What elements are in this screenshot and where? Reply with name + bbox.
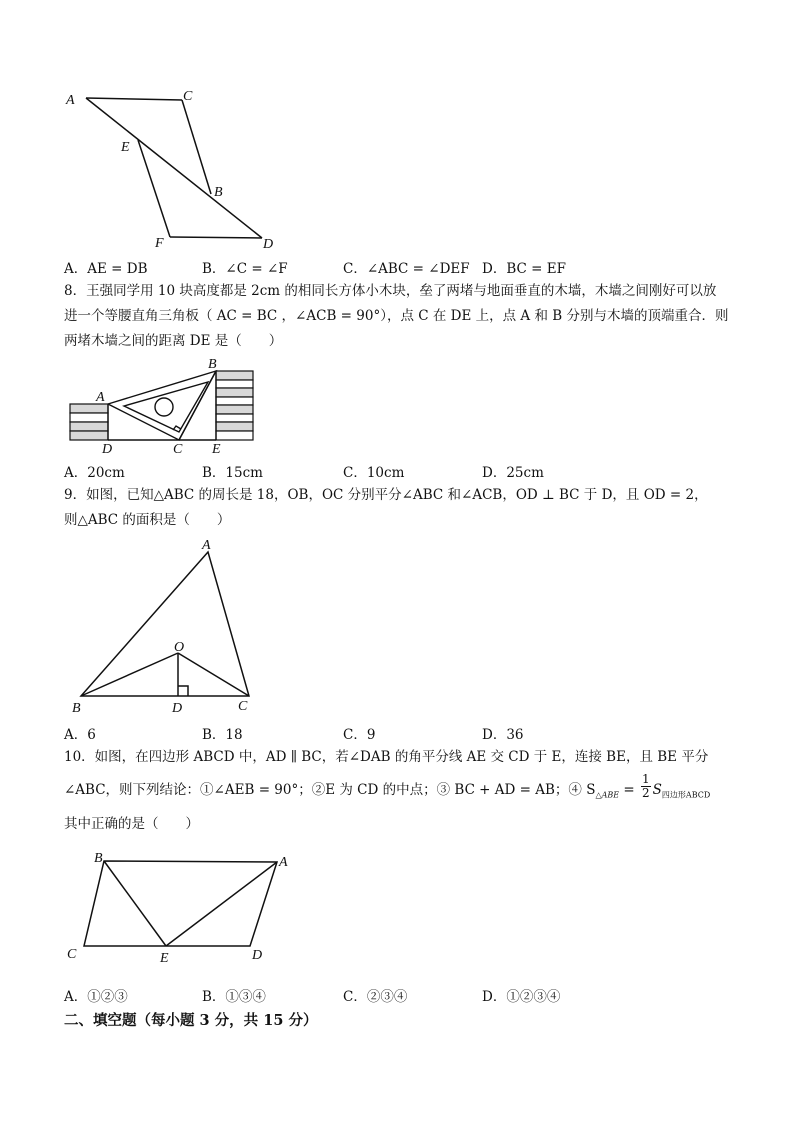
label-d: D	[172, 701, 183, 716]
right-wall-block	[216, 414, 253, 422]
q7-option-d: D．BC = EF	[482, 261, 566, 277]
q8-option-c: C．10cm	[343, 465, 405, 481]
label-c: C	[173, 442, 183, 457]
segment-fd	[170, 237, 262, 238]
label-e: E	[212, 442, 221, 457]
q10-s: S	[652, 782, 662, 798]
label-e: E	[160, 951, 169, 966]
right-angle-mark	[178, 686, 188, 696]
q7-option-c: C．∠ABC = ∠DEF	[343, 261, 470, 277]
q9-option-c: C．9	[343, 727, 376, 743]
q7-option-a: A．AE = DB	[64, 261, 148, 277]
segment-cb	[182, 100, 211, 194]
figure-q9	[0, 535, 794, 725]
q8-text-line2: 进一个等腰直角三角板（ AC = BC ，∠ACB = 90°），点 C 在 DE 上，点 A 和 B 分别与木墙的顶端重合．则	[64, 308, 729, 324]
segment-ad	[86, 98, 262, 238]
right-wall-block	[216, 380, 253, 388]
right-wall-block	[216, 371, 253, 380]
q9-option-a: A．6	[64, 727, 96, 743]
left-wall-block	[70, 413, 108, 422]
q10-option-c: C．②③④	[343, 989, 408, 1005]
q10-option-b: B．①③④	[202, 989, 266, 1005]
label-f: F	[155, 236, 164, 251]
bd-line	[179, 371, 216, 440]
label-d: D	[252, 948, 263, 963]
q8-text-line3: 两堵木墙之间的距离 DE 是（ ）	[64, 333, 283, 349]
triangle-hole	[155, 398, 173, 416]
label-a: A	[202, 538, 211, 553]
q9-text-line2: 则△ABC 的面积是（ ）	[64, 512, 231, 528]
q10-option-a: A．①②③	[64, 989, 128, 1005]
figure-q8	[0, 357, 794, 460]
figure-q10	[0, 845, 794, 985]
q10-sub-abcd: 四边形ABCD	[661, 790, 711, 800]
q9-option-b: B．18	[202, 727, 243, 743]
q10-text-line3: 其中正确的是（ ）	[64, 816, 199, 832]
segment-be	[104, 861, 166, 946]
label-b: B	[72, 701, 81, 716]
label-c: C	[238, 699, 248, 714]
label-e: E	[121, 140, 130, 155]
left-wall-block	[70, 422, 108, 431]
label-c: C	[67, 947, 77, 962]
segment-ae	[166, 862, 277, 946]
q10-frac-num: 1	[642, 772, 650, 786]
q8-option-a: A．20cm	[64, 465, 125, 481]
label-d: D	[263, 237, 274, 252]
label-a: A	[66, 93, 75, 108]
segment-ac	[86, 98, 182, 100]
right-wall-block	[216, 431, 253, 440]
q8-text-line1: 8．王强同学用 10 块高度都是 2cm 的相同长方体小木块，垒了两堵与地面垂直的木墙，木墙之间刚好可以放	[64, 283, 717, 299]
q10-sub-abe: △ABE	[595, 790, 620, 800]
right-wall-block	[216, 405, 253, 414]
right-wall-block	[216, 422, 253, 431]
q10-fraction	[641, 773, 651, 800]
figure-q7	[0, 0, 794, 260]
segment-ef	[138, 140, 170, 237]
label-b: B	[208, 357, 217, 372]
label-c: C	[183, 89, 193, 104]
q10-text-line1: 10．如图，在四边形 ABCD 中，AD ∥ BC，若∠DAB 的角平分线 AE 交 CD 于 E，连接 BE，且 BE 平分	[64, 749, 709, 765]
q10-frac-den: 2	[642, 786, 650, 800]
q10-line2-main: ∠ABC，则下列结论：①∠AEB = 90°；②E 为 CD 的中点；③ BC + AD = AB；④ S	[64, 782, 596, 798]
label-a: A	[279, 855, 288, 870]
q10-text-line2	[64, 772, 711, 814]
triangle-abc	[81, 552, 249, 696]
left-wall-block	[70, 431, 108, 440]
triangle-inner	[124, 382, 208, 432]
right-wall-block	[216, 397, 253, 405]
label-o: O	[174, 640, 185, 655]
right-wall-block	[216, 388, 253, 397]
segment-ob	[81, 653, 178, 696]
label-b: B	[94, 851, 103, 866]
q10-equals: =	[619, 782, 640, 798]
label-d: D	[102, 442, 113, 457]
section-title-fill-in: 二、填空题（每小题 3 分，共 15 分）	[64, 1012, 318, 1029]
q8-option-b: B．15cm	[202, 465, 263, 481]
q7-option-b: B．∠C = ∠F	[202, 261, 288, 277]
q9-option-d: D．36	[482, 727, 524, 743]
q10-option-d: D．①②③④	[482, 989, 561, 1005]
label-a: A	[96, 390, 105, 405]
q8-option-d: D．25cm	[482, 465, 544, 481]
q9-text-line1: 9．如图，已知△ABC 的周长是 18，OB，OC 分别平分∠ABC 和∠ACB，OD ⊥ BC 于 D，且 OD = 2，	[64, 487, 708, 503]
label-b: B	[214, 185, 223, 200]
left-wall-block	[70, 404, 108, 413]
